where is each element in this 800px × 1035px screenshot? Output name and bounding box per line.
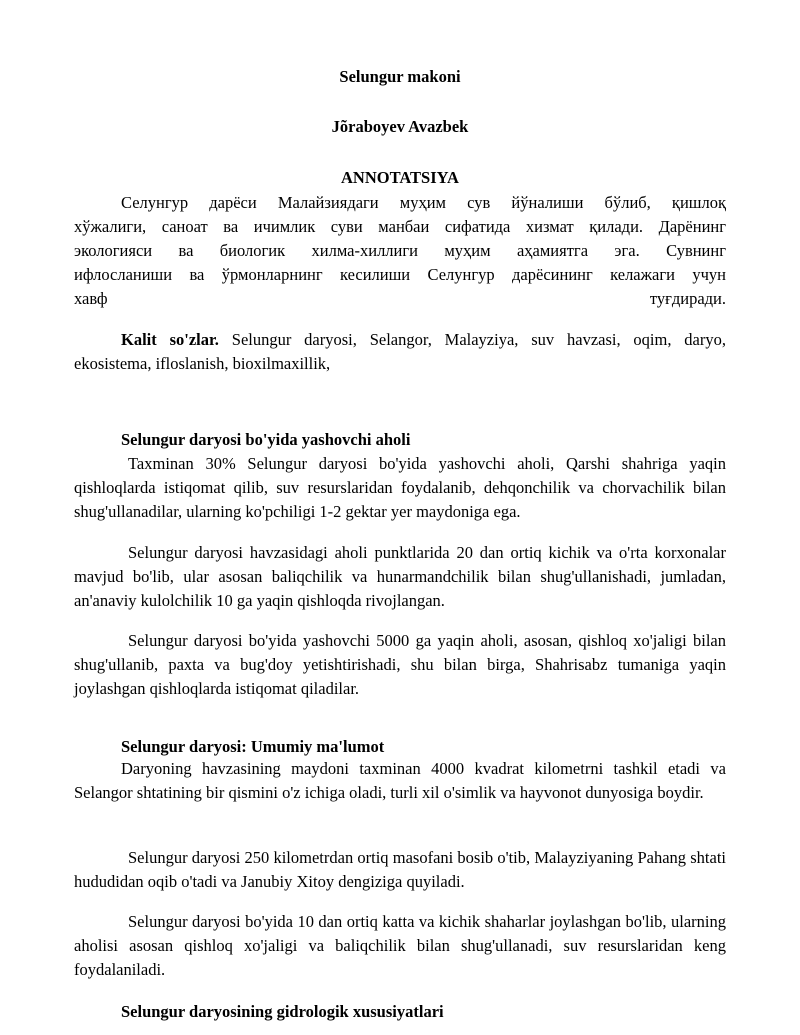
section2-paragraph-1: Daryoning havzasining maydoni taxminan 4000 kvadrat kilometrni tashkil etadi va Selangor shtatining bir qismini o'z ichiga oladi, turli xil o'simlik va hayvonot dunyosiga boydir.	[74, 759, 726, 802]
annotation-last-right: туғдиради.	[649, 289, 726, 308]
annotation-last-line	[74, 287, 726, 311]
section-heading-hydrology: Selungur daryosining gidrologik xususiyatlari	[121, 1002, 444, 1021]
section-heading-population: Selungur daryosi bo'yida yashovchi aholi	[121, 430, 411, 449]
annotation-paragraph	[74, 191, 726, 311]
section2-paragraph-2: Selungur daryosi 250 kilometrdan ortiq masofani bosib o'tib, Malayziyaning Pahang shtati hududidan oqib o'tadi va Janubiy Xitoy dengiziga quyiladi.	[74, 848, 726, 891]
section2-paragraph-3: Selungur daryosi bo'yida 10 dan ortiq katta va kichik shaharlar joylashgan bo'lib, ularning aholisi asosan qishloq xo'jaligi va baliqchilik bilan shug'ullanadi, suv resurslaridan keng foydalaniladi.	[74, 912, 726, 979]
annotation-line: Селунгур дарёси Малайзиядаги муҳим сув йўналиши бўлиб, қишлоқ	[121, 193, 726, 212]
keywords-text: Selungur daryosi, Selangor, Malayziya, suv havzasi, oqim, daryo, ekosistema, ifloslanish, bioxilmaxillik,	[74, 330, 726, 373]
section1-paragraph-2: Selungur daryosi havzasidagi aholi punktlarida 20 dan ortiq kichik va o'rta korxonalar mavjud bo'lib, ular asosan baliqchilik va hunarmandchilik bilan shug'ullanishadi, jumladan, an'anaviy kulolchilik 10 ga yaqin qishloqda rivojlangan.	[74, 543, 726, 610]
annotation-heading: ANNOTATSIYA	[341, 168, 459, 187]
annotation-last-left: хавф	[74, 289, 108, 308]
annotation-line: хўжалиги, саноат ва ичимлик суви манбаи сифатида хизмат қилади. Дарёнинг	[74, 217, 726, 236]
section-heading-general-info: Selungur daryosi: Umumiy ma'lumot	[121, 737, 385, 756]
section1-paragraph-1: Taxminan 30% Selungur daryosi bo'yida yashovchi aholi, Qarshi shahriga yaqin qishloqlarda istiqomat qilib, suv resurslaridan foydalanib, dehqonchilik va chorvachilik bilan shug'ullanadilar, ularning ko'pchiligi 1-2 gektar yer maydoniga ega.	[74, 454, 726, 521]
document-title: Selungur makoni	[339, 67, 461, 86]
annotation-line: ифлосланиши ва ўрмонларнинг кесилиши Селунгур дарёсининг келажаги учун	[74, 265, 726, 284]
annotation-line: экологияси ва биологик хилма-хиллиги муҳим аҳамиятга эга. Сувнинг	[74, 241, 726, 260]
keywords-label: Kalit so'zlar.	[121, 330, 219, 349]
author-name: Jõraboyev Avazbek	[331, 117, 469, 136]
section1-paragraph-3: Selungur daryosi bo'yida yashovchi 5000 ga yaqin aholi, asosan, qishloq xo'jaligi bilan shug'ullanib, paxta va bug'doy yetishtirishadi, shu bilan birga, Shahrisabz tumaniga yaqin joylashgan qishloqlarda istiqomat qiladilar.	[74, 631, 726, 698]
keywords-paragraph	[74, 328, 726, 376]
